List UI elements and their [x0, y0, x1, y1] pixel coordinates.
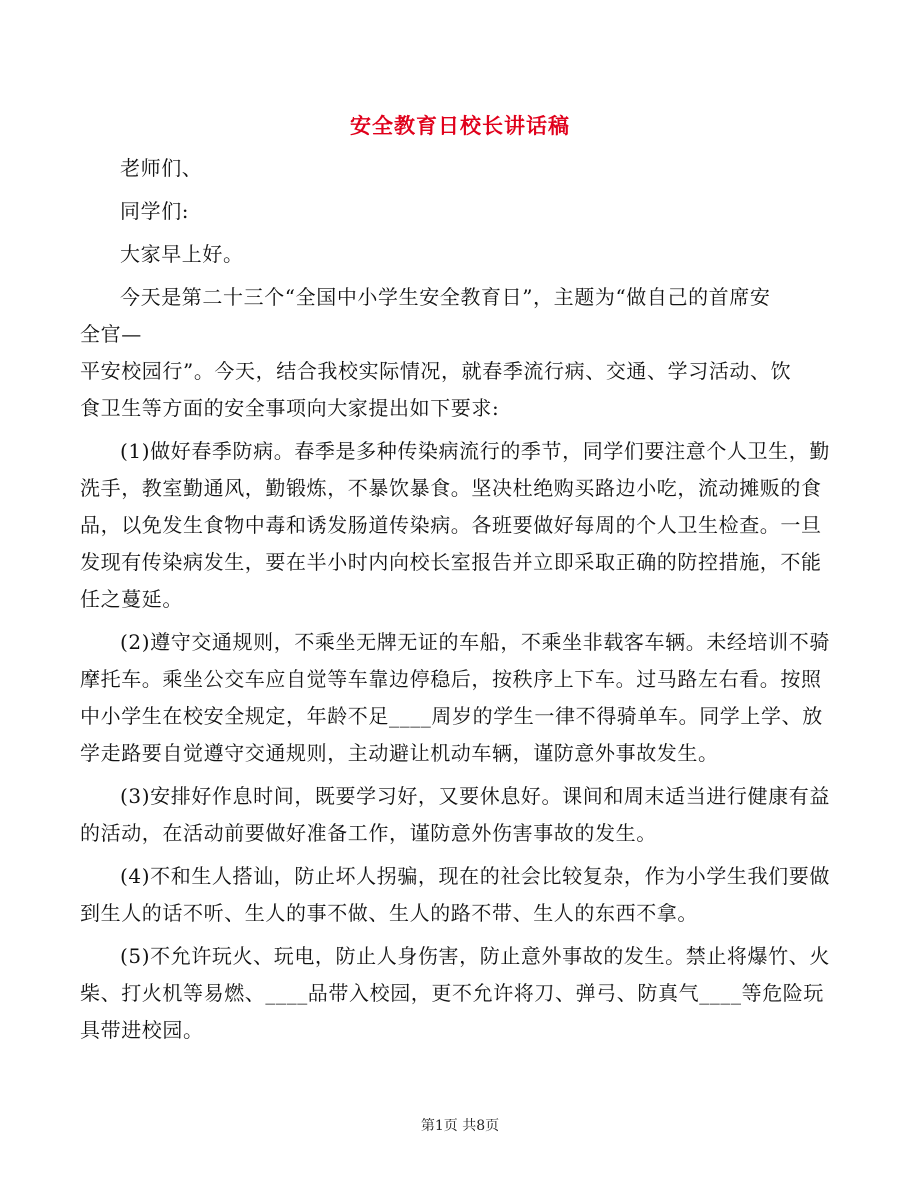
requirement-item-4: (4)不和生人搭讪，防止坏人拐骗，现在的社会比较复杂，作为小学生我们要做到生人的话不听、生人的事不做、生人的路不带、生人的东西不拿。 [80, 864, 830, 925]
intro-line: 食卫生等方面的安全事项向大家提出如下要求: [80, 396, 500, 420]
greeting-teachers: 老师们、 [120, 156, 203, 180]
page-number: 第1页 共8页 [420, 1118, 500, 1134]
requirement-item-5: (5)不允许玩火、玩电，防止人身伤害，防止意外事故的发生。禁止将爆竹、火柴、打火机等易燃、____品带入校园，更不允许将刀、弹弓、防真气____等危险玩具带进校园。 [80, 944, 830, 1042]
document-title: 安全教育日校长讲话稿 [350, 114, 570, 138]
document-body [80, 150, 832, 1049]
requirement-item-3: (3)安排好作息时间，既要学习好，又要休息好。课间和周末适当进行健康有益的活动，在活动前要做好准备工作，谨防意外伤害事故的发生。 [80, 784, 830, 845]
intro-line: 平安校园行”。今天，结合我校实际情况，就春季流行病、交通、学习活动、饮 [80, 359, 792, 383]
greeting-morning: 大家早上好。 [120, 242, 244, 266]
requirement-item-1: (1)做好春季防病。春季是多种传染病流行的季节，同学们要注意个人卫生，勤洗手，教室勤通风，勤锻炼，不暴饮暴食。坚决杜绝购买路边小吃，流动摊贩的食品，以免发生食物中毒和诱发肠道传染病。各班要做好每周的个人卫生检查。一旦发现有传染病发生，要在半小时内向校长室报告并立即采取正确的防控措施，不能任之蔓延。 [80, 439, 830, 611]
greeting-students: 同学们: [120, 199, 190, 223]
intro-line: 全官— [80, 322, 142, 346]
requirement-item-2: (2)遵守交通规则，不乘坐无牌无证的车船，不乘坐非载客车辆。未经培训不骑摩托车。乘坐公交车应自觉等车靠边停稳后，按秩序上下车。过马路左右看。按照中小学生在校安全规定，年龄不足____周岁的学生一律不得骑单车。同学上学、放学走路要自觉遵守交通规则，主动避让机动车辆，谨防意外事故发生。 [80, 630, 830, 765]
intro-paragraph [80, 279, 832, 427]
intro-line: 今天是第二十三个“全国中小学生安全教育日”，主题为“做自己的首席安 [120, 285, 771, 309]
